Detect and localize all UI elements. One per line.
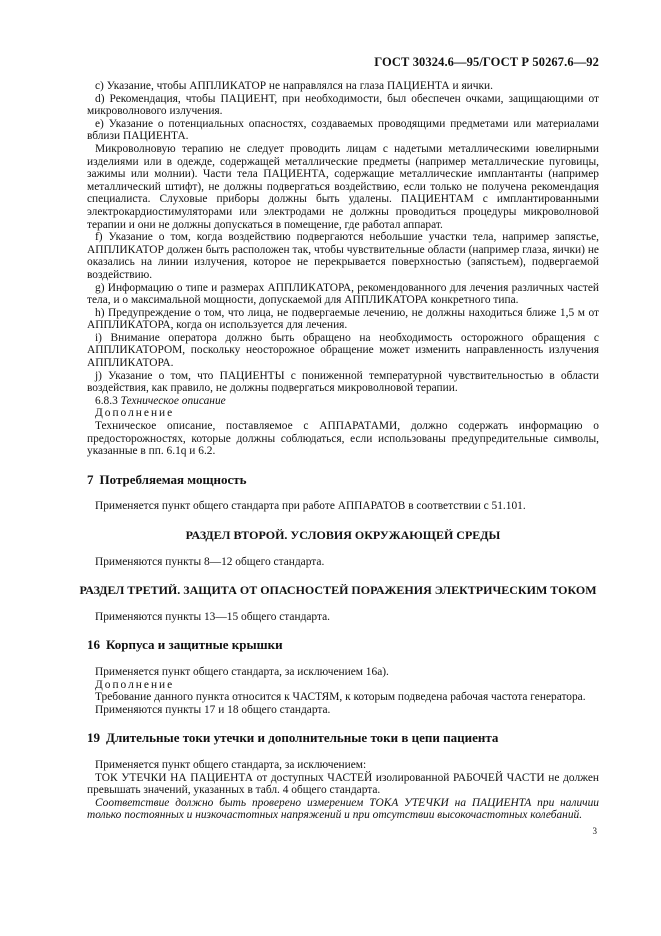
- part-3-text: Применяются пункты 13—15 общего стандарта.: [95, 610, 330, 623]
- section-19-compliance: Соответствие должно быть проверено измерением ТОКА УТЕЧКИ на ПАЦИЕНТА при наличии только постоянных и низкочастотных напряжений и при отсутствии высокочастотных колебаний.: [87, 796, 599, 822]
- item-f: f) Указание о том, когда воздействию подвергаются небольшие участки тела, например запястье, АППЛИКАТОР должен быть расположен так, чтобы чувствительные области (например глаза, яички) не оказались на линии излучения, которое не перекрывается поверхностью (запястьем), подвергаемой воздействию.: [87, 231, 599, 281]
- section-title: Корпуса и защитные крышки: [106, 637, 283, 653]
- section-16-text: Применяется пункт общего стандарта, за исключением 16a).: [95, 665, 389, 678]
- section-title: Потребляемая мощность: [99, 471, 247, 487]
- subsection-6-8-3: [87, 395, 599, 408]
- section-number: 19: [87, 730, 100, 746]
- section-7-text: Применяется пункт общего стандарта при работе АППАРАТОВ в соответствии с 51.101.: [95, 500, 526, 513]
- section-16-addition: Требование данного пункта относится к ЧАСТЯМ, к которым подведена рабочая частота генератора.: [95, 691, 586, 704]
- subsection-title: Техническое описание: [120, 394, 226, 407]
- page-number: 3: [592, 826, 597, 836]
- item-h: h) Предупреждение о том, что лица, не подвергаемые лечению, не должны находиться ближе 1,5 м от АППЛИКАТОРА, когда он используется для лечения.: [87, 306, 599, 332]
- document-body: [79, 80, 599, 822]
- subsection-number: 6.8.3: [95, 394, 118, 407]
- section-title: Длительные токи утечки и дополнительные токи в цепи пациента: [106, 730, 499, 746]
- part-2-text: Применяются пункты 8—12 общего стандарта.: [95, 555, 325, 568]
- microwave-paragraph: Микроволновую терапию не следует проводить лицам с надетыми металлическими ювелирными изделиями или в одежде, содержащей металлические предметы (например металлические пуговицы, зажимы или молнии). Части тела ПАЦИЕНТА, содержащие металлические имплантанты (например металлический штифт), не должны подвергаться воздействию, если только не получена рекомендация специалиста. Слуховые приборы должны быть удалены. ПАЦИЕНТАМ с имплантированными электрокардиостимуляторами или электродами не должны проводиться процедуры микроволновой терапии и они не должны допускаться в помещение, где работал аппарат.: [87, 142, 599, 231]
- section-7-heading: [87, 471, 599, 487]
- section-19-leakage: ТОК УТЕЧКИ НА ПАЦИЕНТА от доступных ЧАСТЕЙ изолированной РАБОЧЕЙ ЧАСТИ не должен превышать значений, указанных в табл. 4 общего стандарта.: [87, 771, 599, 797]
- addition-label: Дополнение: [95, 407, 175, 420]
- part-2-heading: РАЗДЕЛ ВТОРОЙ. УСЛОВИЯ ОКРУЖАЮЩЕЙ СРЕДЫ: [185, 528, 501, 542]
- section-number: 7: [87, 471, 94, 487]
- section-16-heading: [87, 639, 599, 652]
- part-3-heading: РАЗДЕЛ ТРЕТИЙ. ЗАЩИТА ОТ ОПАСНОСТЕЙ ПОРАЖЕНИЯ ЭЛЕКТРИЧЕСКИМ ТОКОМ: [79, 583, 597, 598]
- page-header: ГОСТ 30324.6—95/ГОСТ Р 50267.6—92: [374, 55, 599, 69]
- item-e: e) Указание о потенциальных опасностях, создаваемых проводящими предметами или материалами вблизи ПАЦИЕНТА.: [87, 117, 599, 143]
- item-g: g) Информацию о типе и размерах АППЛИКАТОРА, рекомендованного для лечения различных частей тела, и о максимальной мощности, допускаемой для АППЛИКАТОРА конкретного типа.: [87, 281, 599, 307]
- item-c: c) Указание, чтобы АППЛИКАТОР не направлялся на глаза ПАЦИЕНТА и яички.: [95, 80, 493, 92]
- item-d: d) Рекомендация, чтобы ПАЦИЕНТ, при необходимости, был обеспечен очками, защищающими от микроволнового излучения.: [87, 92, 599, 118]
- item-i: i) Внимание оператора должно быть обращено на необходимость осторожного обращения с АППЛИКАТОРОМ, поскольку неосторожное обращение может изменить направленность излучения АППЛИКАТОРА.: [87, 331, 599, 370]
- section-19-text: Применяется пункт общего стандарта, за исключением:: [95, 758, 367, 771]
- sections-17-18-text: Применяются пункты 17 и 18 общего стандарта.: [95, 703, 331, 716]
- tech-description-paragraph: Техническое описание, поставляемое с АППАРАТАМИ, должно содержать информацию о предосторожностях, которые должны соблюдаться, если использованы предупредительные символы, указанные в пп. 6.1q и 6.2.: [87, 420, 599, 458]
- section-number: 16: [87, 637, 100, 653]
- section-19-heading: [87, 732, 599, 745]
- addition-label: Дополнение: [95, 678, 175, 691]
- item-j: j) Указание о том, что ПАЦИЕНТЫ с пониженной температурной чувствительностью в области воздействия, как правило, не должны подвергаться микроволновой терапии.: [87, 369, 599, 395]
